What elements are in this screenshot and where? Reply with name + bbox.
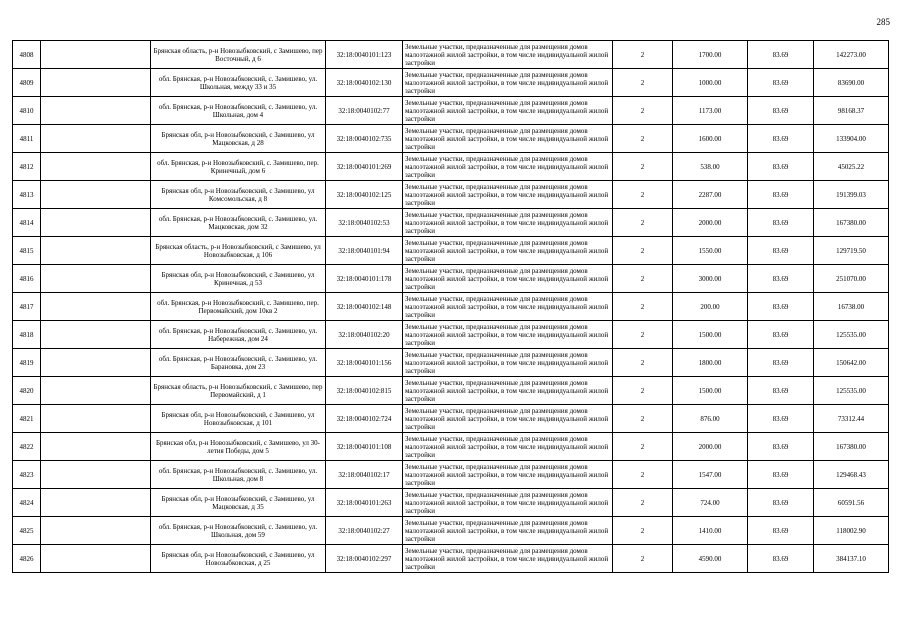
unit-value-cell: 83.69 <box>748 97 814 125</box>
land-use-type-cell: Земельные участки, предназначенные для размещения домов малоэтажной жилой застройки, в том числе индивидуальной жилой застройки <box>403 69 613 97</box>
table-row <box>13 125 889 153</box>
area-cell: 876.00 <box>673 405 748 433</box>
address-cell: обл. Брянская, р-н Новозыбковский, с. Замишево, ул. Школьная, дом 59 <box>151 517 326 545</box>
group-code-cell: 2 <box>613 349 673 377</box>
area-cell: 1600.00 <box>673 125 748 153</box>
land-use-type-cell: Земельные участки, предназначенные для размещения домов малоэтажной жилой застройки, в том числе индивидуальной жилой застройки <box>403 377 613 405</box>
spacer-cell <box>41 377 151 405</box>
spacer-cell <box>41 321 151 349</box>
unit-value-cell: 83.69 <box>748 321 814 349</box>
area-cell: 2000.00 <box>673 433 748 461</box>
address-cell: обл. Брянская, р-н Новозыбковский, с. Замишево, ул. Мацковская, дом 32 <box>151 209 326 237</box>
spacer-cell <box>41 489 151 517</box>
land-use-type-cell: Земельные участки, предназначенные для размещения домов малоэтажной жилой застройки, в том числе индивидуальной жилой застройки <box>403 517 613 545</box>
row-number-cell: 4826 <box>13 545 41 573</box>
land-use-type-cell: Земельные участки, предназначенные для размещения домов малоэтажной жилой застройки, в том числе индивидуальной жилой застройки <box>403 181 613 209</box>
address-cell: обл. Брянская, р-н Новозыбковский, с. Замишево, ул. Школьная, между 33 и 35 <box>151 69 326 97</box>
cadastral-number-cell: 32:18:0040102:130 <box>326 69 403 97</box>
row-number-cell: 4815 <box>13 237 41 265</box>
cadastral-number-cell: 32:18:0040101:156 <box>326 349 403 377</box>
group-code-cell: 2 <box>613 237 673 265</box>
group-code-cell: 2 <box>613 41 673 69</box>
unit-value-cell: 83.69 <box>748 545 814 573</box>
table-row <box>13 377 889 405</box>
table-row <box>13 209 889 237</box>
row-number-cell: 4810 <box>13 97 41 125</box>
area-cell: 2000.00 <box>673 209 748 237</box>
cadastral-value-cell: 98168.37 <box>814 97 889 125</box>
cadastral-value-cell: 118002.90 <box>814 517 889 545</box>
cadastral-number-cell: 32:18:0040101:123 <box>326 41 403 69</box>
unit-value-cell: 83.69 <box>748 461 814 489</box>
cadastral-value-cell: 125535.00 <box>814 321 889 349</box>
unit-value-cell: 83.69 <box>748 433 814 461</box>
spacer-cell <box>41 517 151 545</box>
row-number-cell: 4825 <box>13 517 41 545</box>
area-cell: 2287.00 <box>673 181 748 209</box>
table-row <box>13 41 889 69</box>
address-cell: обл. Брянская, р-н Новозыбковский, с. Замишево, ул. Барановка, дом 23 <box>151 349 326 377</box>
unit-value-cell: 83.69 <box>748 125 814 153</box>
area-cell: 1000.00 <box>673 69 748 97</box>
address-cell: обл. Брянская, р-н Новозыбковский, с. Замишево, ул. Школьная, дом 8 <box>151 461 326 489</box>
row-number-cell: 4821 <box>13 405 41 433</box>
group-code-cell: 2 <box>613 69 673 97</box>
group-code-cell: 2 <box>613 209 673 237</box>
address-cell: Брянская обл, р-н Новозыбковский, с Замишево, ул Кринечная, д 53 <box>151 265 326 293</box>
unit-value-cell: 83.69 <box>748 293 814 321</box>
land-use-type-cell: Земельные участки, предназначенные для размещения домов малоэтажной жилой застройки, в том числе индивидуальной жилой застройки <box>403 265 613 293</box>
land-use-type-cell: Земельные участки, предназначенные для размещения домов малоэтажной жилой застройки, в том числе индивидуальной жилой застройки <box>403 209 613 237</box>
spacer-cell <box>41 461 151 489</box>
spacer-cell <box>41 125 151 153</box>
land-use-type-cell: Земельные участки, предназначенные для размещения домов малоэтажной жилой застройки, в том числе индивидуальной жилой застройки <box>403 153 613 181</box>
cadastral-value-cell: 191399.03 <box>814 181 889 209</box>
unit-value-cell: 83.69 <box>748 265 814 293</box>
area-cell: 1800.00 <box>673 349 748 377</box>
spacer-cell <box>41 237 151 265</box>
page-number: 285 <box>876 17 890 27</box>
cadastral-number-cell: 32:18:0040102:17 <box>326 461 403 489</box>
table-row <box>13 517 889 545</box>
unit-value-cell: 83.69 <box>748 349 814 377</box>
cadastral-value-cell: 83690.00 <box>814 69 889 97</box>
address-cell: Брянская обл, р-н Новозыбковский, с Замишево, ул Комсомольская, д 8 <box>151 181 326 209</box>
group-code-cell: 2 <box>613 461 673 489</box>
land-use-type-cell: Земельные участки, предназначенные для размещения домов малоэтажной жилой застройки, в том числе индивидуальной жилой застройки <box>403 237 613 265</box>
cadastral-value-cell: 60591.56 <box>814 489 889 517</box>
cadastral-number-cell: 32:18:0040102:53 <box>326 209 403 237</box>
address-cell: Брянская область, р-н Новозыбковский, с Замишево, пер Первомайский, д 1 <box>151 377 326 405</box>
row-number-cell: 4813 <box>13 181 41 209</box>
table-body <box>13 41 889 573</box>
cadastral-number-cell: 32:18:0040101:178 <box>326 265 403 293</box>
cadastral-value-cell: 384137.10 <box>814 545 889 573</box>
cadastral-number-cell: 32:18:0040102:297 <box>326 545 403 573</box>
spacer-cell <box>41 265 151 293</box>
land-use-type-cell: Земельные участки, предназначенные для размещения домов малоэтажной жилой застройки, в том числе индивидуальной жилой застройки <box>403 97 613 125</box>
cadastral-value-cell: 45025.22 <box>814 153 889 181</box>
row-number-cell: 4822 <box>13 433 41 461</box>
row-number-cell: 4811 <box>13 125 41 153</box>
address-cell: Брянская область, р-н Новозыбковский, с Замишево, ул Новозыбковская, д 106 <box>151 237 326 265</box>
unit-value-cell: 83.69 <box>748 153 814 181</box>
land-use-type-cell: Земельные участки, предназначенные для размещения домов малоэтажной жилой застройки, в том числе индивидуальной жилой застройки <box>403 489 613 517</box>
cadastral-value-cell: 150642.00 <box>814 349 889 377</box>
cadastral-number-cell: 32:18:0040102:27 <box>326 517 403 545</box>
land-use-type-cell: Земельные участки, предназначенные для размещения домов малоэтажной жилой застройки, в том числе индивидуальной жилой застройки <box>403 125 613 153</box>
spacer-cell <box>41 405 151 433</box>
address-cell: Брянская обл, р-н Новозыбковский, с Замишево, ул Новозыбковская, д 101 <box>151 405 326 433</box>
table-row <box>13 153 889 181</box>
row-number-cell: 4818 <box>13 321 41 349</box>
row-number-cell: 4820 <box>13 377 41 405</box>
land-use-type-cell: Земельные участки, предназначенные для размещения домов малоэтажной жилой застройки, в том числе индивидуальной жилой застройки <box>403 293 613 321</box>
cadastral-value-cell: 129468.43 <box>814 461 889 489</box>
cadastral-number-cell: 32:18:0040101:269 <box>326 153 403 181</box>
area-cell: 4590.00 <box>673 545 748 573</box>
table-row <box>13 349 889 377</box>
cadastral-number-cell: 32:18:0040102:724 <box>326 405 403 433</box>
area-cell: 1500.00 <box>673 377 748 405</box>
group-code-cell: 2 <box>613 377 673 405</box>
table-row <box>13 461 889 489</box>
table-row <box>13 293 889 321</box>
spacer-cell <box>41 153 151 181</box>
cadastral-number-cell: 32:18:0040101:94 <box>326 237 403 265</box>
table-row <box>13 181 889 209</box>
spacer-cell <box>41 545 151 573</box>
address-cell: Брянская область, р-н Новозыбковский, с Замишево, пер Восточный, д 6 <box>151 41 326 69</box>
table-row <box>13 433 889 461</box>
cadastral-value-cell: 125535.00 <box>814 377 889 405</box>
cadastral-value-cell: 251070.00 <box>814 265 889 293</box>
address-cell: Брянская обл, р-н Новозыбковский, с Замишево, ул Мацковская, д 28 <box>151 125 326 153</box>
cadastral-value-cell: 73312.44 <box>814 405 889 433</box>
table-row <box>13 545 889 573</box>
address-cell: обл. Брянская, р-н Новозыбковский, с. Замишево, пер. Первомайский, дом 10кв 2 <box>151 293 326 321</box>
cadastral-value-cell: 142273.00 <box>814 41 889 69</box>
land-use-type-cell: Земельные участки, предназначенные для размещения домов малоэтажной жилой застройки, в том числе индивидуальной жилой застройки <box>403 545 613 573</box>
spacer-cell <box>41 293 151 321</box>
spacer-cell <box>41 349 151 377</box>
cadastral-number-cell: 32:18:0040101:108 <box>326 433 403 461</box>
row-number-cell: 4824 <box>13 489 41 517</box>
cadastral-number-cell: 32:18:0040102:148 <box>326 293 403 321</box>
cadastral-number-cell: 32:18:0040102:20 <box>326 321 403 349</box>
area-cell: 538.00 <box>673 153 748 181</box>
land-use-type-cell: Земельные участки, предназначенные для размещения домов малоэтажной жилой застройки, в том числе индивидуальной жилой застройки <box>403 321 613 349</box>
spacer-cell <box>41 69 151 97</box>
unit-value-cell: 83.69 <box>748 237 814 265</box>
area-cell: 3000.00 <box>673 265 748 293</box>
row-number-cell: 4812 <box>13 153 41 181</box>
spacer-cell <box>41 433 151 461</box>
row-number-cell: 4808 <box>13 41 41 69</box>
cadastral-value-cell: 129719.50 <box>814 237 889 265</box>
cadastral-value-cell: 16738.00 <box>814 293 889 321</box>
row-number-cell: 4823 <box>13 461 41 489</box>
table-row <box>13 489 889 517</box>
group-code-cell: 2 <box>613 433 673 461</box>
spacer-cell <box>41 209 151 237</box>
spacer-cell <box>41 97 151 125</box>
address-cell: обл. Брянская, р-н Новозыбковский, с. Замишево, пер. Кринечный, дом 6 <box>151 153 326 181</box>
spacer-cell <box>41 181 151 209</box>
area-cell: 1550.00 <box>673 237 748 265</box>
land-use-type-cell: Земельные участки, предназначенные для размещения домов малоэтажной жилой застройки, в том числе индивидуальной жилой застройки <box>403 461 613 489</box>
address-cell: Брянская обл, р-н Новозыбковский, с Замишево, ул Новозыбковская, д 25 <box>151 545 326 573</box>
address-cell: обл. Брянская, р-н Новозыбковский, с. Замишево, ул. Набережная, дом 24 <box>151 321 326 349</box>
group-code-cell: 2 <box>613 321 673 349</box>
unit-value-cell: 83.69 <box>748 181 814 209</box>
cadastral-number-cell: 32:18:0040101:263 <box>326 489 403 517</box>
group-code-cell: 2 <box>613 517 673 545</box>
unit-value-cell: 83.69 <box>748 517 814 545</box>
cadastral-value-cell: 167380.00 <box>814 433 889 461</box>
group-code-cell: 2 <box>613 489 673 517</box>
address-cell: Брянская обл, р-н Новозыбковский, с Замишево, ул 30-летия Победы, дом 5 <box>151 433 326 461</box>
cadastral-value-cell: 167380.00 <box>814 209 889 237</box>
group-code-cell: 2 <box>613 153 673 181</box>
group-code-cell: 2 <box>613 97 673 125</box>
spacer-cell <box>41 41 151 69</box>
land-use-type-cell: Земельные участки, предназначенные для размещения домов малоэтажной жилой застройки, в том числе индивидуальной жилой застройки <box>403 433 613 461</box>
table-row <box>13 405 889 433</box>
unit-value-cell: 83.69 <box>748 69 814 97</box>
table-row <box>13 237 889 265</box>
group-code-cell: 2 <box>613 293 673 321</box>
address-cell: обл. Брянская, р-н Новозыбковский, с. Замишево, ул. Школьная, дом 4 <box>151 97 326 125</box>
area-cell: 1700.00 <box>673 41 748 69</box>
cadastral-number-cell: 32:18:0040102:815 <box>326 377 403 405</box>
table-row <box>13 97 889 125</box>
table-row <box>13 321 889 349</box>
area-cell: 1410.00 <box>673 517 748 545</box>
group-code-cell: 2 <box>613 405 673 433</box>
cadastral-number-cell: 32:18:0040102:77 <box>326 97 403 125</box>
group-code-cell: 2 <box>613 265 673 293</box>
table-row <box>13 265 889 293</box>
row-number-cell: 4816 <box>13 265 41 293</box>
cadastral-number-cell: 32:18:0040102:125 <box>326 181 403 209</box>
unit-value-cell: 83.69 <box>748 489 814 517</box>
cadastral-value-table <box>12 40 889 573</box>
row-number-cell: 4814 <box>13 209 41 237</box>
cadastral-number-cell: 32:18:0040102:735 <box>326 125 403 153</box>
unit-value-cell: 83.69 <box>748 377 814 405</box>
address-cell: Брянская обл, р-н Новозыбковский, с Замишево, ул Мацковская, д 35 <box>151 489 326 517</box>
unit-value-cell: 83.69 <box>748 209 814 237</box>
group-code-cell: 2 <box>613 545 673 573</box>
unit-value-cell: 83.69 <box>748 405 814 433</box>
area-cell: 724.00 <box>673 489 748 517</box>
area-cell: 1173.00 <box>673 97 748 125</box>
table-row <box>13 69 889 97</box>
unit-value-cell: 83.69 <box>748 41 814 69</box>
row-number-cell: 4809 <box>13 69 41 97</box>
cadastral-value-cell: 133904.00 <box>814 125 889 153</box>
row-number-cell: 4819 <box>13 349 41 377</box>
row-number-cell: 4817 <box>13 293 41 321</box>
area-cell: 1547.00 <box>673 461 748 489</box>
land-use-type-cell: Земельные участки, предназначенные для размещения домов малоэтажной жилой застройки, в том числе индивидуальной жилой застройки <box>403 41 613 69</box>
land-use-type-cell: Земельные участки, предназначенные для размещения домов малоэтажной жилой застройки, в том числе индивидуальной жилой застройки <box>403 349 613 377</box>
group-code-cell: 2 <box>613 181 673 209</box>
land-use-type-cell: Земельные участки, предназначенные для размещения домов малоэтажной жилой застройки, в том числе индивидуальной жилой застройки <box>403 405 613 433</box>
group-code-cell: 2 <box>613 125 673 153</box>
area-cell: 200.00 <box>673 293 748 321</box>
area-cell: 1500.00 <box>673 321 748 349</box>
